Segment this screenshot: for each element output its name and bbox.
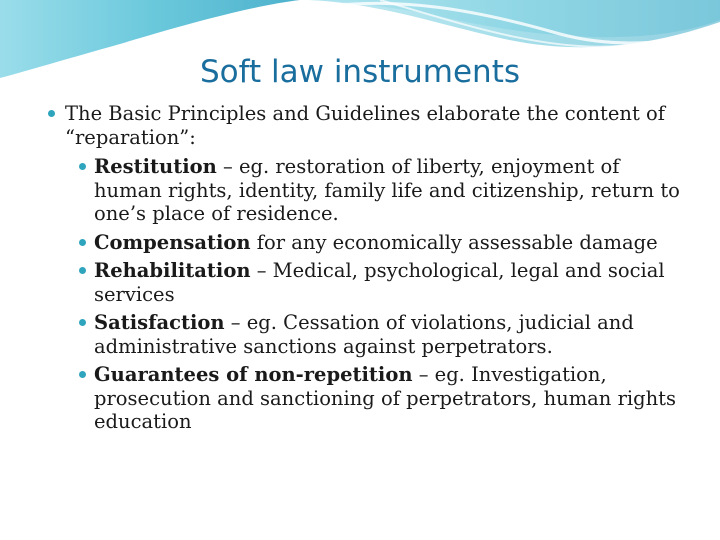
slide-title: Soft law instruments bbox=[199, 54, 521, 90]
item-term: Satisfaction bbox=[94, 311, 225, 334]
reparation-forms-list bbox=[78, 155, 688, 434]
bullet-dot-icon bbox=[79, 267, 86, 274]
item-content bbox=[94, 155, 680, 225]
item-description: – eg. Cessation of violations, judicial and administrative sanctions against perpetrators. bbox=[94, 311, 634, 358]
list-item-satisfaction bbox=[78, 311, 688, 358]
item-term: Compensation bbox=[94, 230, 251, 254]
intro-text: The Basic Principles and Guidelines elaborate the content of “reparation”: bbox=[65, 102, 665, 149]
bullet-dot-icon bbox=[79, 319, 86, 326]
bullet-list bbox=[48, 102, 688, 434]
item-term: Rehabilitation bbox=[94, 259, 251, 282]
item-content bbox=[94, 363, 676, 433]
item-description: for any economically assessable damage bbox=[250, 230, 658, 254]
slide-body bbox=[48, 102, 688, 439]
item-term: Restitution bbox=[94, 155, 217, 178]
list-item-rehabilitation bbox=[78, 259, 688, 306]
bullet-dot-icon bbox=[48, 110, 55, 117]
list-item-restitution bbox=[78, 155, 688, 226]
item-content bbox=[94, 231, 658, 254]
bullet-dot-icon bbox=[79, 163, 86, 170]
item-description: – Medical, psychological, legal and social services bbox=[94, 259, 665, 306]
list-item-guarantees bbox=[78, 363, 688, 434]
bullet-dot-icon bbox=[79, 239, 86, 246]
item-content bbox=[94, 259, 665, 306]
intro-bullet bbox=[48, 102, 688, 434]
list-item-compensation bbox=[78, 231, 688, 255]
item-description: – eg. restoration of liberty, enjoyment of human rights, identity, family life and citizenship, return to one’s place of residence. bbox=[94, 155, 680, 225]
item-term: Guarantees of non-repetition bbox=[94, 363, 413, 386]
item-description: – eg. Investigation, prosecution and sanctioning of perpetrators, human rights education bbox=[94, 363, 677, 433]
bullet-dot-icon bbox=[79, 371, 86, 378]
item-content bbox=[94, 311, 634, 358]
